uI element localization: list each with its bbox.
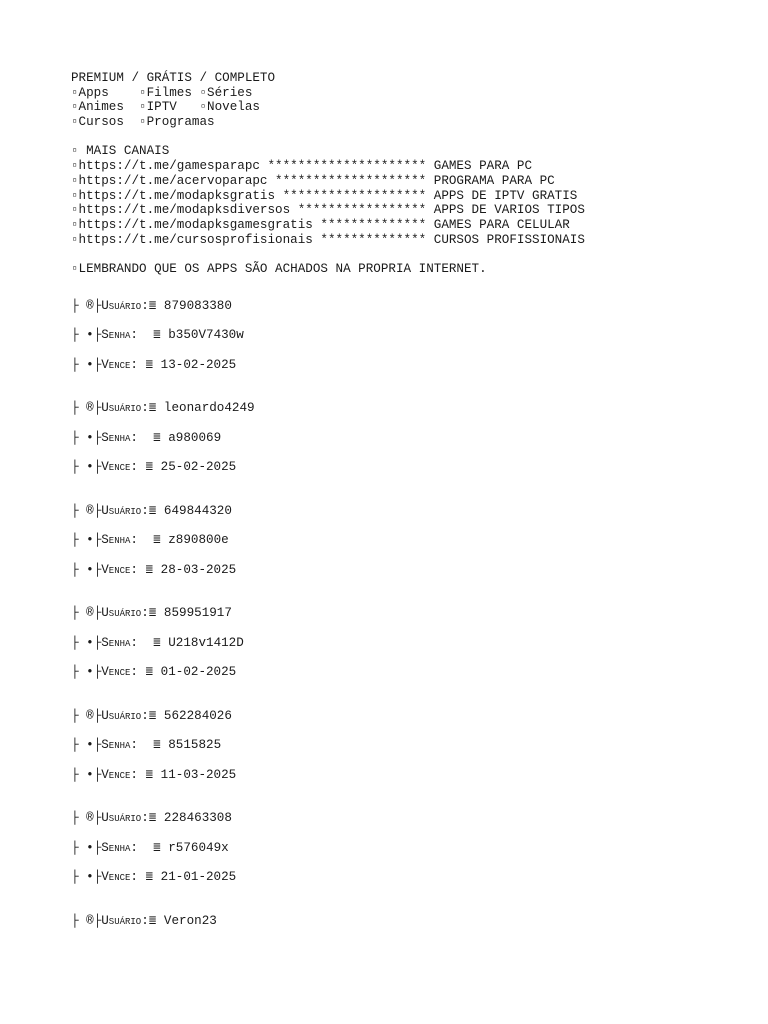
channel-link: ▫https://t.me/acervoparapc ******************** PROGRAMA PARA PC — [71, 173, 555, 188]
user-line: ├ ®├Usuário:≣ 562284026 — [71, 708, 232, 723]
user-value: leonardo4249 — [163, 401, 255, 416]
channel-link: ▫https://t.me/cursosprofisionais ************** CURSOS PROFISSIONAIS — [71, 232, 585, 247]
expiry-line: ├ •├Vence: ≣ 28-03-2025 — [71, 562, 237, 577]
expiry-line: ├ •├Vence: ≣ 01-02-2025 — [71, 665, 237, 680]
category-row: ▫Cursos ▫Programas — [71, 115, 215, 130]
category-row: ▫Apps ▫Filmes ▫Séries — [71, 85, 253, 100]
document-title: PREMIUM / GRÁTIS / COMPLETO — [71, 71, 276, 85]
spacer — [71, 900, 751, 914]
password-line: ├ •├Senha: ≣ b350V7430w — [71, 328, 244, 343]
password-value: z890800e — [168, 533, 229, 548]
expiry-value: 01-02-2025 — [160, 665, 237, 680]
password-line: ├ •├Senha: ≣ 8515825 — [71, 738, 222, 753]
expiry-line: ├ •├Vence: ≣ 21-01-2025 — [71, 870, 237, 885]
user-line: ├ ®├Usuário:≣ 879083380 — [71, 298, 232, 313]
password-value: 8515825 — [168, 738, 222, 753]
channels-heading: ▫ MAIS CANAIS — [71, 144, 170, 159]
user-value: 859951917 — [163, 606, 232, 621]
user-value: 879083380 — [163, 298, 232, 313]
channel-link: ▫https://t.me/gamesparapc ********************* GAMES PARA PC — [71, 159, 533, 174]
spacer — [71, 797, 751, 811]
expiry-line: ├ •├Vence: ≣ 13-02-2025 — [71, 357, 237, 372]
document-page — [71, 71, 751, 943]
expiry-line: ├ •├Vence: ≣ 25-02-2025 — [71, 460, 237, 475]
password-value: b350V7430w — [168, 328, 244, 343]
spacer — [71, 130, 751, 145]
user-value: 649844320 — [163, 503, 232, 518]
spacer — [71, 247, 751, 262]
user-line: ├ ®├Usuário:≣ 228463308 — [71, 811, 232, 826]
apps-note: ▫LEMBRANDO QUE OS APPS SÃO ACHADOS NA PROPRIA INTERNET. — [71, 261, 487, 276]
user-line: ├ ®├Usuário:≣ 649844320 — [71, 503, 232, 518]
password-line: ├ •├Senha: ≣ z890800e — [71, 533, 229, 548]
spacer — [71, 592, 751, 606]
password-line: ├ •├Senha: ≣ U218v1412D — [71, 635, 244, 650]
password-value: a980069 — [168, 430, 222, 445]
user-value: Veron23 — [163, 913, 217, 928]
user-line: ├ ®├Usuário:≣ 859951917 — [71, 606, 232, 621]
expiry-value: 25-02-2025 — [160, 460, 237, 475]
spacer — [71, 387, 751, 401]
channel-link: ▫https://t.me/modapksdiversos ***************** APPS DE VARIOS TIPOS — [71, 203, 585, 218]
spacer — [71, 695, 751, 709]
password-value: U218v1412D — [168, 635, 244, 650]
expiry-value: 13-02-2025 — [160, 357, 237, 372]
password-line: ├ •├Senha: ≣ a980069 — [71, 430, 222, 445]
user-value: 228463308 — [163, 811, 232, 826]
user-line: ├ ®├Usuário:≣ Veron23 — [71, 913, 217, 928]
expiry-value: 21-01-2025 — [160, 870, 237, 885]
password-line: ├ •├Senha: ≣ r576049x — [71, 840, 229, 855]
channel-link: ▫https://t.me/modapksgratis ******************* APPS DE IPTV GRATIS — [71, 188, 578, 203]
channel-link: ▫https://t.me/modapksgamesgratis ************** GAMES PARA CELULAR — [71, 217, 570, 232]
user-value: 562284026 — [163, 708, 232, 723]
expiry-value: 28-03-2025 — [160, 562, 237, 577]
expiry-value: 11-03-2025 — [160, 767, 237, 782]
spacer — [71, 490, 751, 504]
category-row: ▫Animes ▫IPTV ▫Novelas — [71, 100, 260, 115]
user-line: ├ ®├Usuário:≣ leonardo4249 — [71, 401, 255, 416]
accounts-list — [71, 299, 751, 944]
expiry-line: ├ •├Vence: ≣ 11-03-2025 — [71, 767, 237, 782]
password-value: r576049x — [168, 840, 229, 855]
